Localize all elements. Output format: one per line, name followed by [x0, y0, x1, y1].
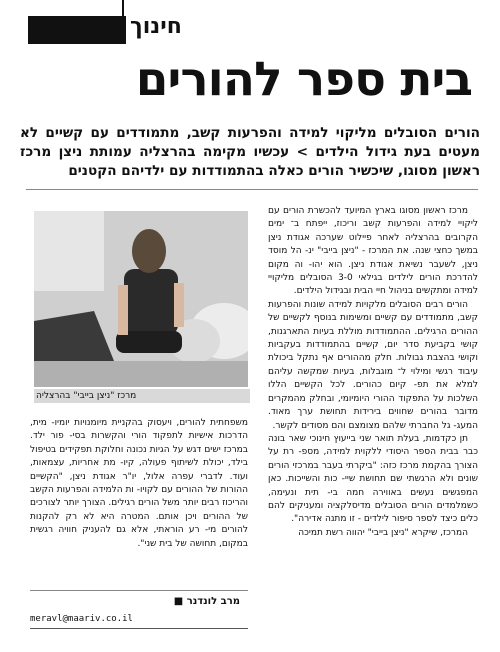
bottom-divider	[30, 628, 248, 629]
author-byline: מרב לונדנר ■	[173, 596, 240, 607]
right-column	[268, 205, 478, 540]
article-photo	[34, 211, 248, 387]
headline: בית ספר להורים	[135, 52, 472, 107]
paragraph: משפחתית להורים, ויעסוק בהקניית מיומנויות יומיו- מית, הדרכות אישיות לתפקוד הורי והקשרות בסי- פור ילד. במרכז ישים דגש על הגיות נכונה וחלוקת תפקידים בטיפול בילד, יכולת לשיתוף פעולה, קיו- מת אחריות, עצמאות, ועוד. לדברי עפרה אלול, יו"ר אגודת ניצן, "הקשיים ההורות של ההורים עם לקויו- ות הלמידה והפרעות הקשב והריכוז רבים יותר משל הורים רגילים. הצורך יותר לצורכים של ההורים ויכן אותם. המטרה היא לא רק להקנות להורים מי- רע הוראתי, אלא גם להעניק חוויה רגשית במקום, תחושה של בית שני".	[30, 418, 248, 549]
paragraph: המרכז, שיקרא "ניצן בייבי" יהווה רשת תמיכה	[298, 527, 468, 538]
left-column	[30, 417, 248, 551]
section-bar	[28, 16, 126, 44]
header-divider	[26, 189, 478, 190]
corner-rule	[122, 0, 124, 16]
paragraph: תן כקדמות, בעלת תואר שני בייעוץ חינוכי שאר בונה כבר בבית הספר היסודי ללקוית למידה, מספ- רת על הצורך בהקמת מרכז כזה: "ביקרתי בעבר במרכזי הורים שונים ולא הרגשתי שם תחושת שיי- כות והשייכות. כאן המפגשים נעשים באווירה חמה בי- תית ונעימה, כשמלמדים הורים הסובלים מדיסלקציה ומעניקים להם כלים כיצד לספר סיפור לילדים - זו מתנה אדירה".	[268, 433, 478, 525]
byline-divider	[30, 590, 248, 591]
paragraph: הורים רבים הסובלים מלקויות למידה שונות והפרעות קשב, מתמודדים עם קשיים ומשימות בנוסף לקשיים של ההורים הרגילים. ההתמודדות מוללת בעיות התארגנות, קושי בקביעת סדר יום, קשיים בהתמודדות בעקביות וקושי בהצבת גבולות. חלק מההורים אף נתקל ביכולת עיבוד רגשי ומילוי ל־ מוגבלות, בעיות שמקשה עליהם למלא את תפ- קיום כהורים. לכל הקשיים הללו השלכות על התפקוד ההורי היומיומי, ובחלק מהמקרים מדובר בהורים שחווים בירידות תחושת ערך מאוד. המעג- גל החברתי שלהם מצומצם והם מסודים לקשר.	[268, 299, 478, 431]
author-email: meravl@maariv.co.il	[30, 614, 133, 624]
photo-caption: מרכז "ניצן בייבי" בהרצליה	[34, 389, 250, 403]
section-label: חינוך	[130, 14, 182, 39]
paragraph: מרכז ראשון מסוגו בארץ המיועד להכשרת הורים עם ליקויי למידה והפרעות קשב וריכוז, ייפתח ב־ ימים הקרובים בהרצליה לאחר פיילוט שערכה אגודת ניצן במשך כחצי שנה. את המרכז - "ניצן בייבי" ינ- הל מוסד ניצן, לשעבר נשיאת אגודת ניצן. הוא יהו- וה מקום להדרכת הורים לילדים בגילאי 3-0 הסובלים מליקויי למידה ומתקשים בניהול חיי הבית ובגידול הילדים.	[268, 206, 478, 297]
subheadline: הורים הסובלים מליקוי למידה והפרעות קשב, מתמודדים עם קשיים לא מעטים בעת גידול הילדים > עכשיו מקימה בהרצליה עמותת ניצן מרכז ראשון מסוגו, שיכשיר הורים כאלה בהתמודדות עם ילדיהם הקטנים	[20, 125, 480, 179]
photo-illustration	[34, 211, 248, 387]
